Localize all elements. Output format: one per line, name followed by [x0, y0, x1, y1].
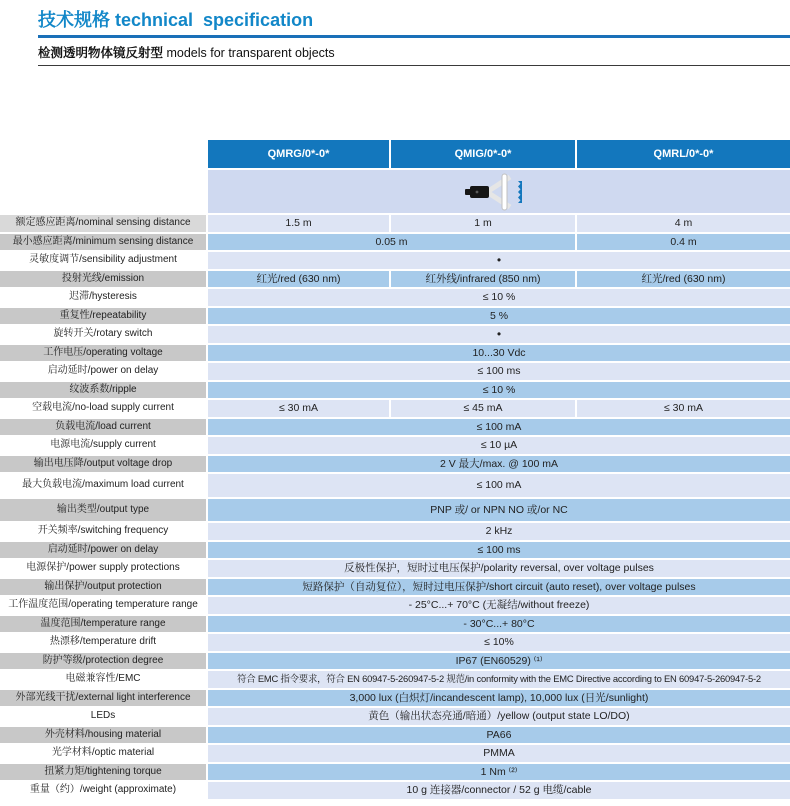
- table-row: [0, 499, 790, 522]
- row-label: 迟滞/hysteresis: [0, 289, 206, 306]
- row-values: [208, 234, 790, 251]
- table-row: [0, 597, 790, 614]
- doc-header: [0, 0, 790, 66]
- title-underline: [38, 35, 790, 38]
- value-cell: ≤ 10 %: [208, 382, 790, 399]
- row-values: [208, 308, 790, 325]
- value-cell: ≤ 10 µA: [208, 437, 790, 454]
- row-label: 工作电压/operating voltage: [0, 345, 206, 362]
- row-values: [208, 616, 790, 633]
- table-row: [0, 782, 790, 799]
- retroreflective-sensor-icon: [464, 173, 534, 211]
- table-row: [0, 400, 790, 417]
- value-cell: 反极性保护，短时过电压保护/polarity reversal, over voltage pulses: [208, 560, 790, 577]
- product-image-row: [0, 170, 790, 213]
- row-values: [208, 345, 790, 362]
- row-label: 最大负载电流/maximum load current: [0, 474, 206, 497]
- table-row: [0, 579, 790, 596]
- value-cell: ●: [208, 252, 790, 269]
- row-label: 负载电流/load current: [0, 419, 206, 436]
- table-row: [0, 234, 790, 251]
- row-values: [208, 745, 790, 762]
- value-cell: ≤ 10 %: [208, 289, 790, 306]
- table-row: [0, 708, 790, 725]
- page-subtitle-en: models for transparent objects: [163, 46, 335, 60]
- value-cell: 1 Nm ⁽²⁾: [208, 764, 790, 781]
- row-label: 灵敏度调节/sensibility adjustment: [0, 252, 206, 269]
- product-image-cell: [208, 170, 790, 213]
- table-row: [0, 419, 790, 436]
- value-cell: 红光/red (630 nm): [577, 271, 790, 288]
- value-cell: ≤ 100 mA: [208, 419, 790, 436]
- row-label: 工作温度范围/operating temperature range: [0, 597, 206, 614]
- row-values: [208, 653, 790, 670]
- row-label: 旋转开关/rotary switch: [0, 326, 206, 343]
- row-label: 投射光线/emission: [0, 271, 206, 288]
- row-values: [208, 634, 790, 651]
- value-cell: 2 V 最大/max. @ 100 mA: [208, 456, 790, 473]
- row-label: 外壳材料/housing material: [0, 727, 206, 744]
- value-cell: 3,000 lux (白炽灯/incandescent lamp), 10,000 lux (日光/sunlight): [208, 690, 790, 707]
- row-label: 扭紧力矩/tightening torque: [0, 764, 206, 781]
- page-title-en: technical specification: [110, 10, 314, 30]
- table-row: [0, 308, 790, 325]
- table-header: [0, 140, 790, 168]
- row-values: [208, 782, 790, 799]
- page-subtitle-zh: 检测透明物体镜反射型: [38, 46, 164, 60]
- table-row: [0, 634, 790, 651]
- value-cell: 5 %: [208, 308, 790, 325]
- row-label: 外部光线干扰/external light interference: [0, 690, 206, 707]
- table-row: [0, 456, 790, 473]
- value-cell: 10 g 连接器/connector / 52 g 电缆/cable: [208, 782, 790, 799]
- row-label: 重量（约）/weight (approximate): [0, 782, 206, 799]
- row-label: 输出电压降/output voltage drop: [0, 456, 206, 473]
- row-values: [208, 326, 790, 343]
- row-values: [208, 382, 790, 399]
- row-label: 最小感应距离/minimum sensing distance: [0, 234, 206, 251]
- value-cell: 短路保护（自动复位），短时过电压保护/short circuit (auto reset), over voltage pulses: [208, 579, 790, 596]
- table-row: [0, 671, 790, 688]
- spec-table: [0, 140, 790, 801]
- value-cell: 红外线/infrared (850 nm): [391, 271, 575, 288]
- row-label: 额定感应距离/nominal sensing distance: [0, 215, 206, 232]
- table-row: [0, 542, 790, 559]
- table-row: [0, 764, 790, 781]
- value-cell: 符合 EMC 指令要求，符合 EN 60947-5-260947-5-2 规范/in conformity with the EMC Directive according to EN 60947-5-260947-5-2: [208, 671, 790, 688]
- table-row: [0, 215, 790, 232]
- table-row: [0, 727, 790, 744]
- table-row: [0, 690, 790, 707]
- column-header: QMRG/0*-0*: [208, 140, 389, 168]
- value-cell: ≤ 100 ms: [208, 542, 790, 559]
- table-row: [0, 326, 790, 343]
- image-row-label-spacer: [0, 170, 206, 213]
- row-values: [208, 579, 790, 596]
- row-label: 防护等级/protection degree: [0, 653, 206, 670]
- row-label: 输出保护/output protection: [0, 579, 206, 596]
- row-label: 输出类型/output type: [0, 499, 206, 522]
- table-row: [0, 271, 790, 288]
- row-values: [208, 271, 790, 288]
- row-values: [208, 708, 790, 725]
- page-subtitle: [38, 43, 790, 66]
- header-label-spacer: [0, 140, 206, 168]
- table-body: [0, 215, 790, 799]
- row-label: 启动延时/power on delay: [0, 363, 206, 380]
- row-values: [208, 727, 790, 744]
- row-values: [208, 542, 790, 559]
- table-row: [0, 616, 790, 633]
- row-label: 热漂移/temperature drift: [0, 634, 206, 651]
- row-label: LEDs: [0, 708, 206, 725]
- image-row-values: [208, 170, 790, 213]
- table-row: [0, 289, 790, 306]
- table-row: [0, 382, 790, 399]
- value-cell: 0.4 m: [577, 234, 790, 251]
- row-label: 电源电流/supply current: [0, 437, 206, 454]
- row-values: [208, 363, 790, 380]
- table-row: [0, 345, 790, 362]
- value-cell: PA66: [208, 727, 790, 744]
- value-cell: - 30°C...+ 80°C: [208, 616, 790, 633]
- row-label: 启动延时/power on delay: [0, 542, 206, 559]
- row-values: [208, 764, 790, 781]
- row-values: [208, 289, 790, 306]
- value-cell: PNP 或/ or NPN NO 或/or NC: [208, 499, 790, 522]
- value-cell: 黄色（输出状态亮通/暗通）/yellow (output state LO/DO): [208, 708, 790, 725]
- row-values: [208, 252, 790, 269]
- row-values: [208, 215, 790, 232]
- value-cell: ≤ 30 mA: [577, 400, 790, 417]
- row-values: [208, 523, 790, 540]
- value-cell: ≤ 45 mA: [391, 400, 575, 417]
- table-row: [0, 523, 790, 540]
- value-cell: 2 kHz: [208, 523, 790, 540]
- value-cell: 4 m: [577, 215, 790, 232]
- table-row: [0, 560, 790, 577]
- value-cell: ≤ 30 mA: [208, 400, 389, 417]
- value-cell: 10...30 Vdc: [208, 345, 790, 362]
- table-row: [0, 653, 790, 670]
- row-values: [208, 474, 790, 497]
- page-title: [38, 6, 790, 32]
- row-label: 电磁兼容性/EMC: [0, 671, 206, 688]
- row-label: 电源保护/power supply protections: [0, 560, 206, 577]
- row-values: [208, 419, 790, 436]
- table-row: [0, 437, 790, 454]
- row-values: [208, 597, 790, 614]
- value-cell: IP67 (EN60529) ⁽¹⁾: [208, 653, 790, 670]
- value-cell: ≤ 100 ms: [208, 363, 790, 380]
- row-label: 温度范围/temperature range: [0, 616, 206, 633]
- row-label: 光学材料/optic material: [0, 745, 206, 762]
- value-cell: 0.05 m: [208, 234, 575, 251]
- value-cell: ≤ 100 mA: [208, 474, 790, 497]
- row-label: 纹波系数/ripple: [0, 382, 206, 399]
- row-values: [208, 437, 790, 454]
- table-row: [0, 252, 790, 269]
- row-values: [208, 671, 790, 688]
- value-cell: PMMA: [208, 745, 790, 762]
- table-row: [0, 745, 790, 762]
- column-header: QMIG/0*-0*: [391, 140, 575, 168]
- column-header: QMRL/0*-0*: [577, 140, 790, 168]
- row-values: [208, 499, 790, 522]
- value-cell: ≤ 10%: [208, 634, 790, 651]
- table-row: [0, 474, 790, 497]
- table-row: [0, 363, 790, 380]
- value-cell: - 25°C...+ 70°C (无凝结/without freeze): [208, 597, 790, 614]
- value-cell: 1.5 m: [208, 215, 389, 232]
- value-cell: 1 m: [391, 215, 575, 232]
- row-values: [208, 560, 790, 577]
- row-label: 重复性/repeatability: [0, 308, 206, 325]
- value-cell: 红光/red (630 nm): [208, 271, 389, 288]
- row-values: [208, 400, 790, 417]
- page-title-zh: 技术规格: [38, 10, 110, 30]
- row-values: [208, 690, 790, 707]
- value-cell: ●: [208, 326, 790, 343]
- row-values: [208, 456, 790, 473]
- row-label: 空载电流/no-load supply current: [0, 400, 206, 417]
- row-label: 开关频率/switching frequency: [0, 523, 206, 540]
